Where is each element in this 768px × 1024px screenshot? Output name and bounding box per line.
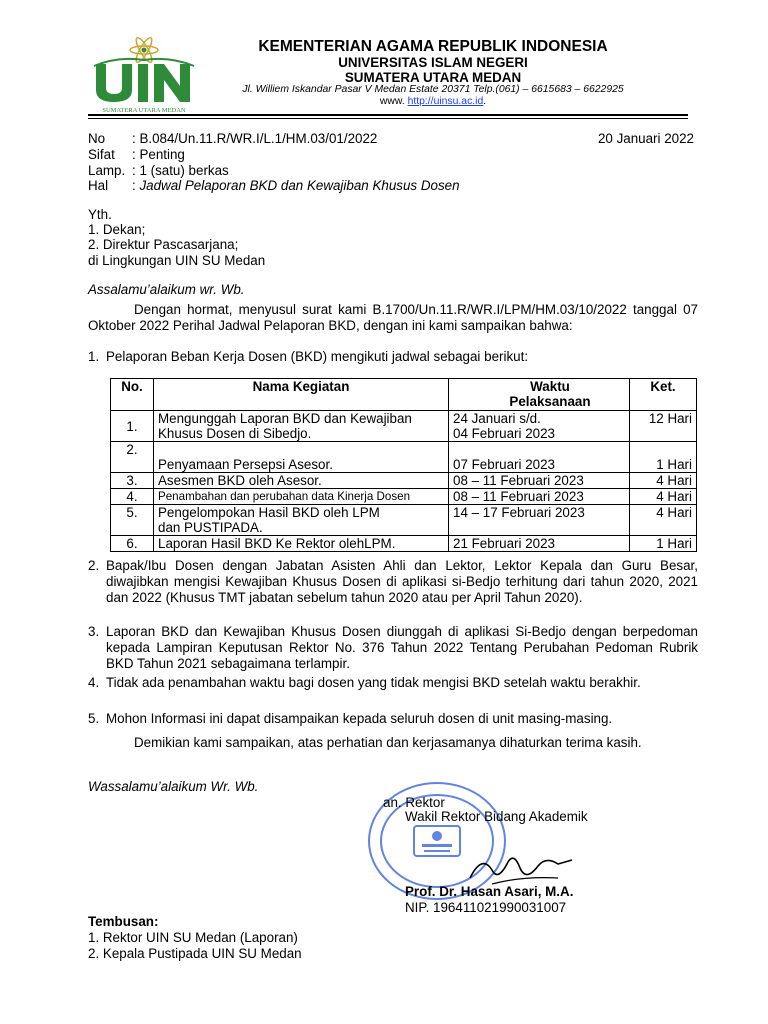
cell-no: 5.	[111, 505, 154, 536]
recipient-1: 1. Dekan;	[88, 222, 146, 237]
letter-date: 20 Januari 2022	[597, 131, 694, 146]
header-ministry: KEMENTERIAN AGAMA REPUBLIK INDONESIA	[258, 38, 608, 55]
signature-title: Wakil Rektor Bidang Akademik	[405, 809, 588, 824]
cell-waktu: 08 – 11 Februari 2023	[449, 473, 630, 489]
cell-waktu: 08 – 11 Februari 2023	[449, 489, 630, 505]
recipient-yth: Yth.	[88, 207, 112, 222]
cell-no: 3.	[111, 473, 154, 489]
svg-text:SUMATERA UTARA MEDAN: SUMATERA UTARA MEDAN	[102, 107, 186, 114]
table-row	[111, 473, 697, 489]
website-link[interactable]: http://uinsu.ac.id	[407, 96, 484, 107]
schedule-table	[110, 378, 697, 552]
cell-ket: 1 Hari	[630, 442, 697, 473]
cell-no: 6.	[111, 536, 154, 552]
greeting: Assalamu’alaikum wr. Wb.	[88, 282, 245, 297]
col-waktu: Waktu Pelaksanaan	[449, 379, 630, 411]
item-5: 5. Mohon Informasi ini dapat disampaikan kepada seluruh dosen di unit masing-masing.	[88, 711, 613, 726]
closing-paragraph: Demikian kami sampaikan, atas perhatian dan kerjasamanya dihaturkan terima kasih.	[134, 735, 642, 750]
item-2: 2. Bapak/Ibu Dosen dengan Jabatan Asisten Ahli dan Lektor, Lektor Kepala dan Guru Besar, diwajibkan mengisi Kewajiban Khusus Dosen di aplikasi si-Bedjo terhitung dari tahun 2020, 2021 dan 2022 (Khusus TMT jabatan sebelum tahun 2020 atau per April Tahun 2020).	[88, 558, 698, 605]
table-row	[111, 411, 697, 442]
signature-an: an. Rektor	[383, 795, 445, 810]
letter-attachment: Lamp. : 1 (satu) berkas	[88, 163, 229, 178]
uin-logo	[88, 36, 200, 116]
letter-number: No : B.084/Un.11.R/WR.I/L.1/HM.03/01/2022	[88, 131, 378, 146]
table-row	[111, 489, 697, 505]
table-header-row	[111, 379, 697, 411]
farewell: Wassalamu’alaikum Wr. Wb.	[88, 779, 259, 794]
cell-waktu: 14 – 17 Februari 2023	[449, 505, 630, 536]
cell-ket: 4 Hari	[630, 489, 697, 505]
cc-title: Tembusan:	[88, 914, 159, 929]
cell-ket: 4 Hari	[630, 473, 697, 489]
cell-kegiatan: Mengunggah Laporan BKD dan Kewajiban Khusus Dosen di Sibedjo.	[154, 411, 449, 442]
cc-item-1: 1. Rektor UIN SU Medan (Laporan)	[88, 930, 298, 945]
letter-subject: Hal : Jadwal Pelaporan BKD dan Kewajiban Khusus Dosen	[88, 178, 460, 193]
header-divider-thin	[88, 118, 688, 119]
cell-ket: 1 Hari	[630, 536, 697, 552]
cell-kegiatan: Asesmen BKD oleh Asesor.	[154, 473, 449, 489]
cell-no: 1.	[111, 411, 154, 442]
cc-item-2: 2. Kepala Pustipada UIN SU Medan	[88, 946, 302, 961]
cell-no: 2.	[111, 442, 154, 473]
item-4: 4. Tidak ada penambahan waktu bagi dosen yang tidak mengisi BKD setelah waktu berakhir.	[88, 675, 641, 690]
cell-kegiatan: Pengelompokan Hasil BKD oleh LPM dan PUSTIPADA.	[154, 505, 449, 536]
header-region: SUMATERA UTARA MEDAN	[344, 70, 522, 85]
signature-name: Prof. Dr. Hasan Asari, M.A.	[405, 884, 574, 899]
cell-ket: 4 Hari	[630, 505, 697, 536]
header-divider	[88, 114, 688, 116]
cell-no: 4.	[111, 489, 154, 505]
col-no: No.	[111, 379, 154, 411]
header-website: www. http://uinsu.ac.id.	[379, 96, 487, 107]
header-university: UNIVERSITAS ISLAM NEGERI	[338, 55, 528, 70]
cell-ket: 12 Hari	[630, 411, 697, 442]
recipient-place: di Lingkungan UIN SU Medan	[88, 253, 266, 268]
cell-waktu: 24 Januari s/d. 04 Februari 2023	[449, 411, 630, 442]
col-kegiatan: Nama Kegiatan	[154, 379, 449, 411]
col-ket: Ket.	[630, 379, 697, 411]
item-3: 3. Laporan BKD dan Kewajiban Khusus Dosen diunggah di aplikasi Si-Bedjo dengan berpedoman kepada Lampiran Keputusan Rektor No. 376 Tahun 2022 Tentang Perubahan Pedoman Rubrik BKD Tahun 2021 sebagaimana terlampir.	[88, 624, 698, 671]
letter-nature: Sifat : Penting	[88, 147, 185, 162]
item-1: 1. Pelaporan Beban Kerja Dosen (BKD) mengikuti jadwal sebagai berikut:	[88, 349, 529, 364]
table-row	[111, 536, 697, 552]
table-row	[111, 505, 697, 536]
recipient-2: 2. Direktur Pascasarjana;	[88, 237, 239, 252]
intro-paragraph: Dengan hormat, menyusul surat kami B.1700/Un.11.R/WR.I/LPM/HM.03/10/2022 tanggal 07 Oktober 2022 Perihal Jadwal Pelaporan BKD, dengan ini kami sampaikan bahwa:	[88, 302, 698, 333]
table-row	[111, 442, 697, 473]
cell-kegiatan: Penyamaan Persepsi Asesor.	[154, 442, 449, 473]
cell-waktu: 21 Februari 2023	[449, 536, 630, 552]
signature-nip: NIP. 196411021990031007	[405, 900, 567, 915]
cell-kegiatan: Laporan Hasil BKD Ke Rektor olehLPM.	[154, 536, 449, 552]
cell-kegiatan: Penambahan dan perubahan data Kinerja Dosen	[154, 489, 449, 505]
cell-waktu: 07 Februari 2023	[449, 442, 630, 473]
header-address: Jl. Williem Iskandar Pasar V Medan Estate 20371 Telp.(061) – 6615683 – 6622925	[242, 84, 624, 95]
